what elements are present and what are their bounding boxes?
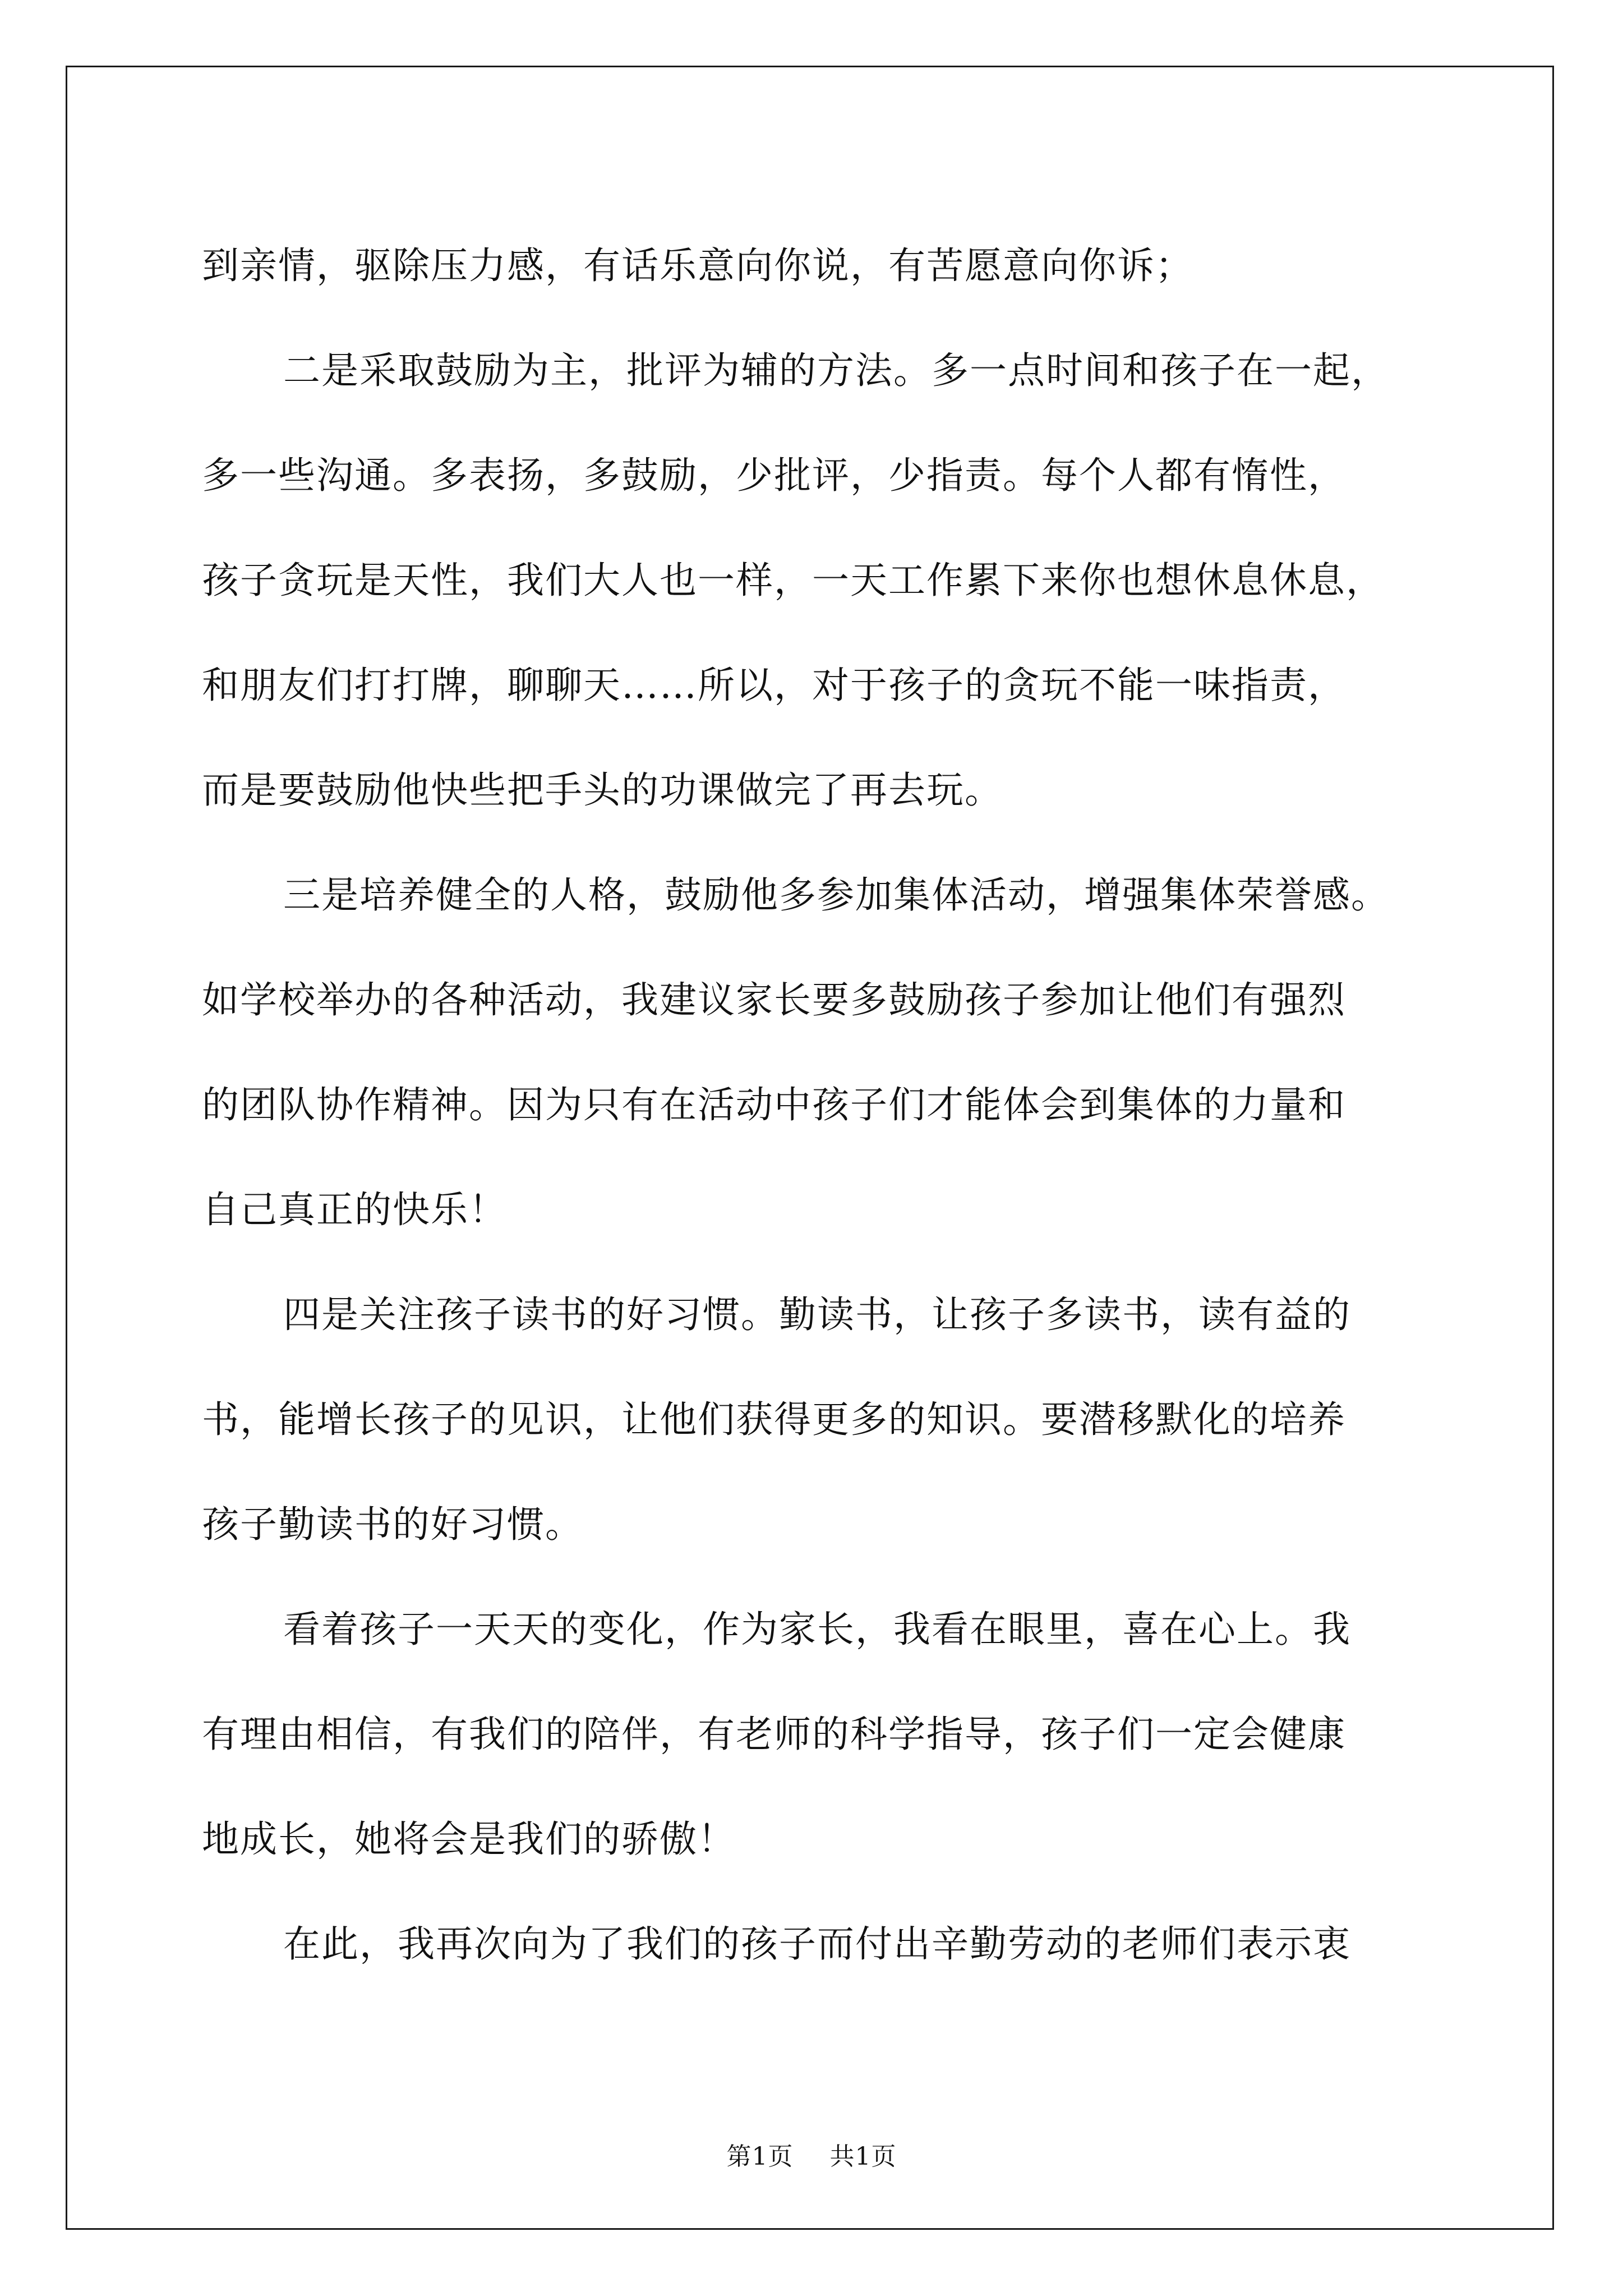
text-line: 而是要鼓励他快些把手头的功课做完了再去玩。 (202, 769, 1003, 812)
text-line: 如学校举办的各种活动，我建议家长要多鼓励孩子参加让他们有强烈 (202, 978, 1346, 1022)
page-footer (0, 2140, 1623, 2174)
text-line: 看着孩子一天天的变化，作为家长，我看在眼里，喜在心上。我 (283, 1608, 1351, 1651)
text-line: 孩子勤读书的好习惯。 (202, 1503, 583, 1546)
text-line: 有理由相信，有我们的陪伴，有老师的科学指导，孩子们一定会健康 (202, 1713, 1346, 1756)
document-body (202, 213, 1436, 1996)
text-line: 和朋友们打打牌，聊聊天……所以，对于孩子的贪玩不能一味指责， (202, 664, 1346, 707)
text-line: 多一些沟通。多表扬，多鼓励，少批评，少指责。每个人都有惰性， (202, 454, 1346, 497)
page-number-current: 第1页 (726, 2142, 794, 2171)
text-line: 四是关注孩子读书的好习惯。勤读书，让孩子多读书，读有益的 (283, 1293, 1351, 1336)
text-line: 书，能增长孩子的见识，让他们获得更多的知识。要潜移默化的培养 (202, 1398, 1346, 1441)
text-line: 孩子贪玩是天性，我们大人也一样，一天工作累下来你也想休息休息， (202, 559, 1384, 602)
text-line: 到亲情，驱除压力感，有话乐意向你说，有苦愿意向你诉； (202, 244, 1193, 287)
text-line: 二是采取鼓励为主，批评为辅的方法。多一点时间和孩子在一起， (283, 349, 1389, 392)
text-line: 的团队协作精神。因为只有在活动中孩子们才能体会到集体的力量和 (202, 1083, 1346, 1126)
text-line: 在此，我再次向为了我们的孩子而付出辛勤劳动的老师们表示衷 (283, 1922, 1351, 1966)
text-line: 地成长，她将会是我们的骄傲！ (202, 1818, 736, 1861)
text-line: 自己真正的快乐！ (202, 1188, 507, 1231)
text-line: 三是培养健全的人格，鼓励他多参加集体活动，增强集体荣誉感。 (283, 873, 1389, 917)
page-number-total: 共1页 (829, 2142, 897, 2171)
